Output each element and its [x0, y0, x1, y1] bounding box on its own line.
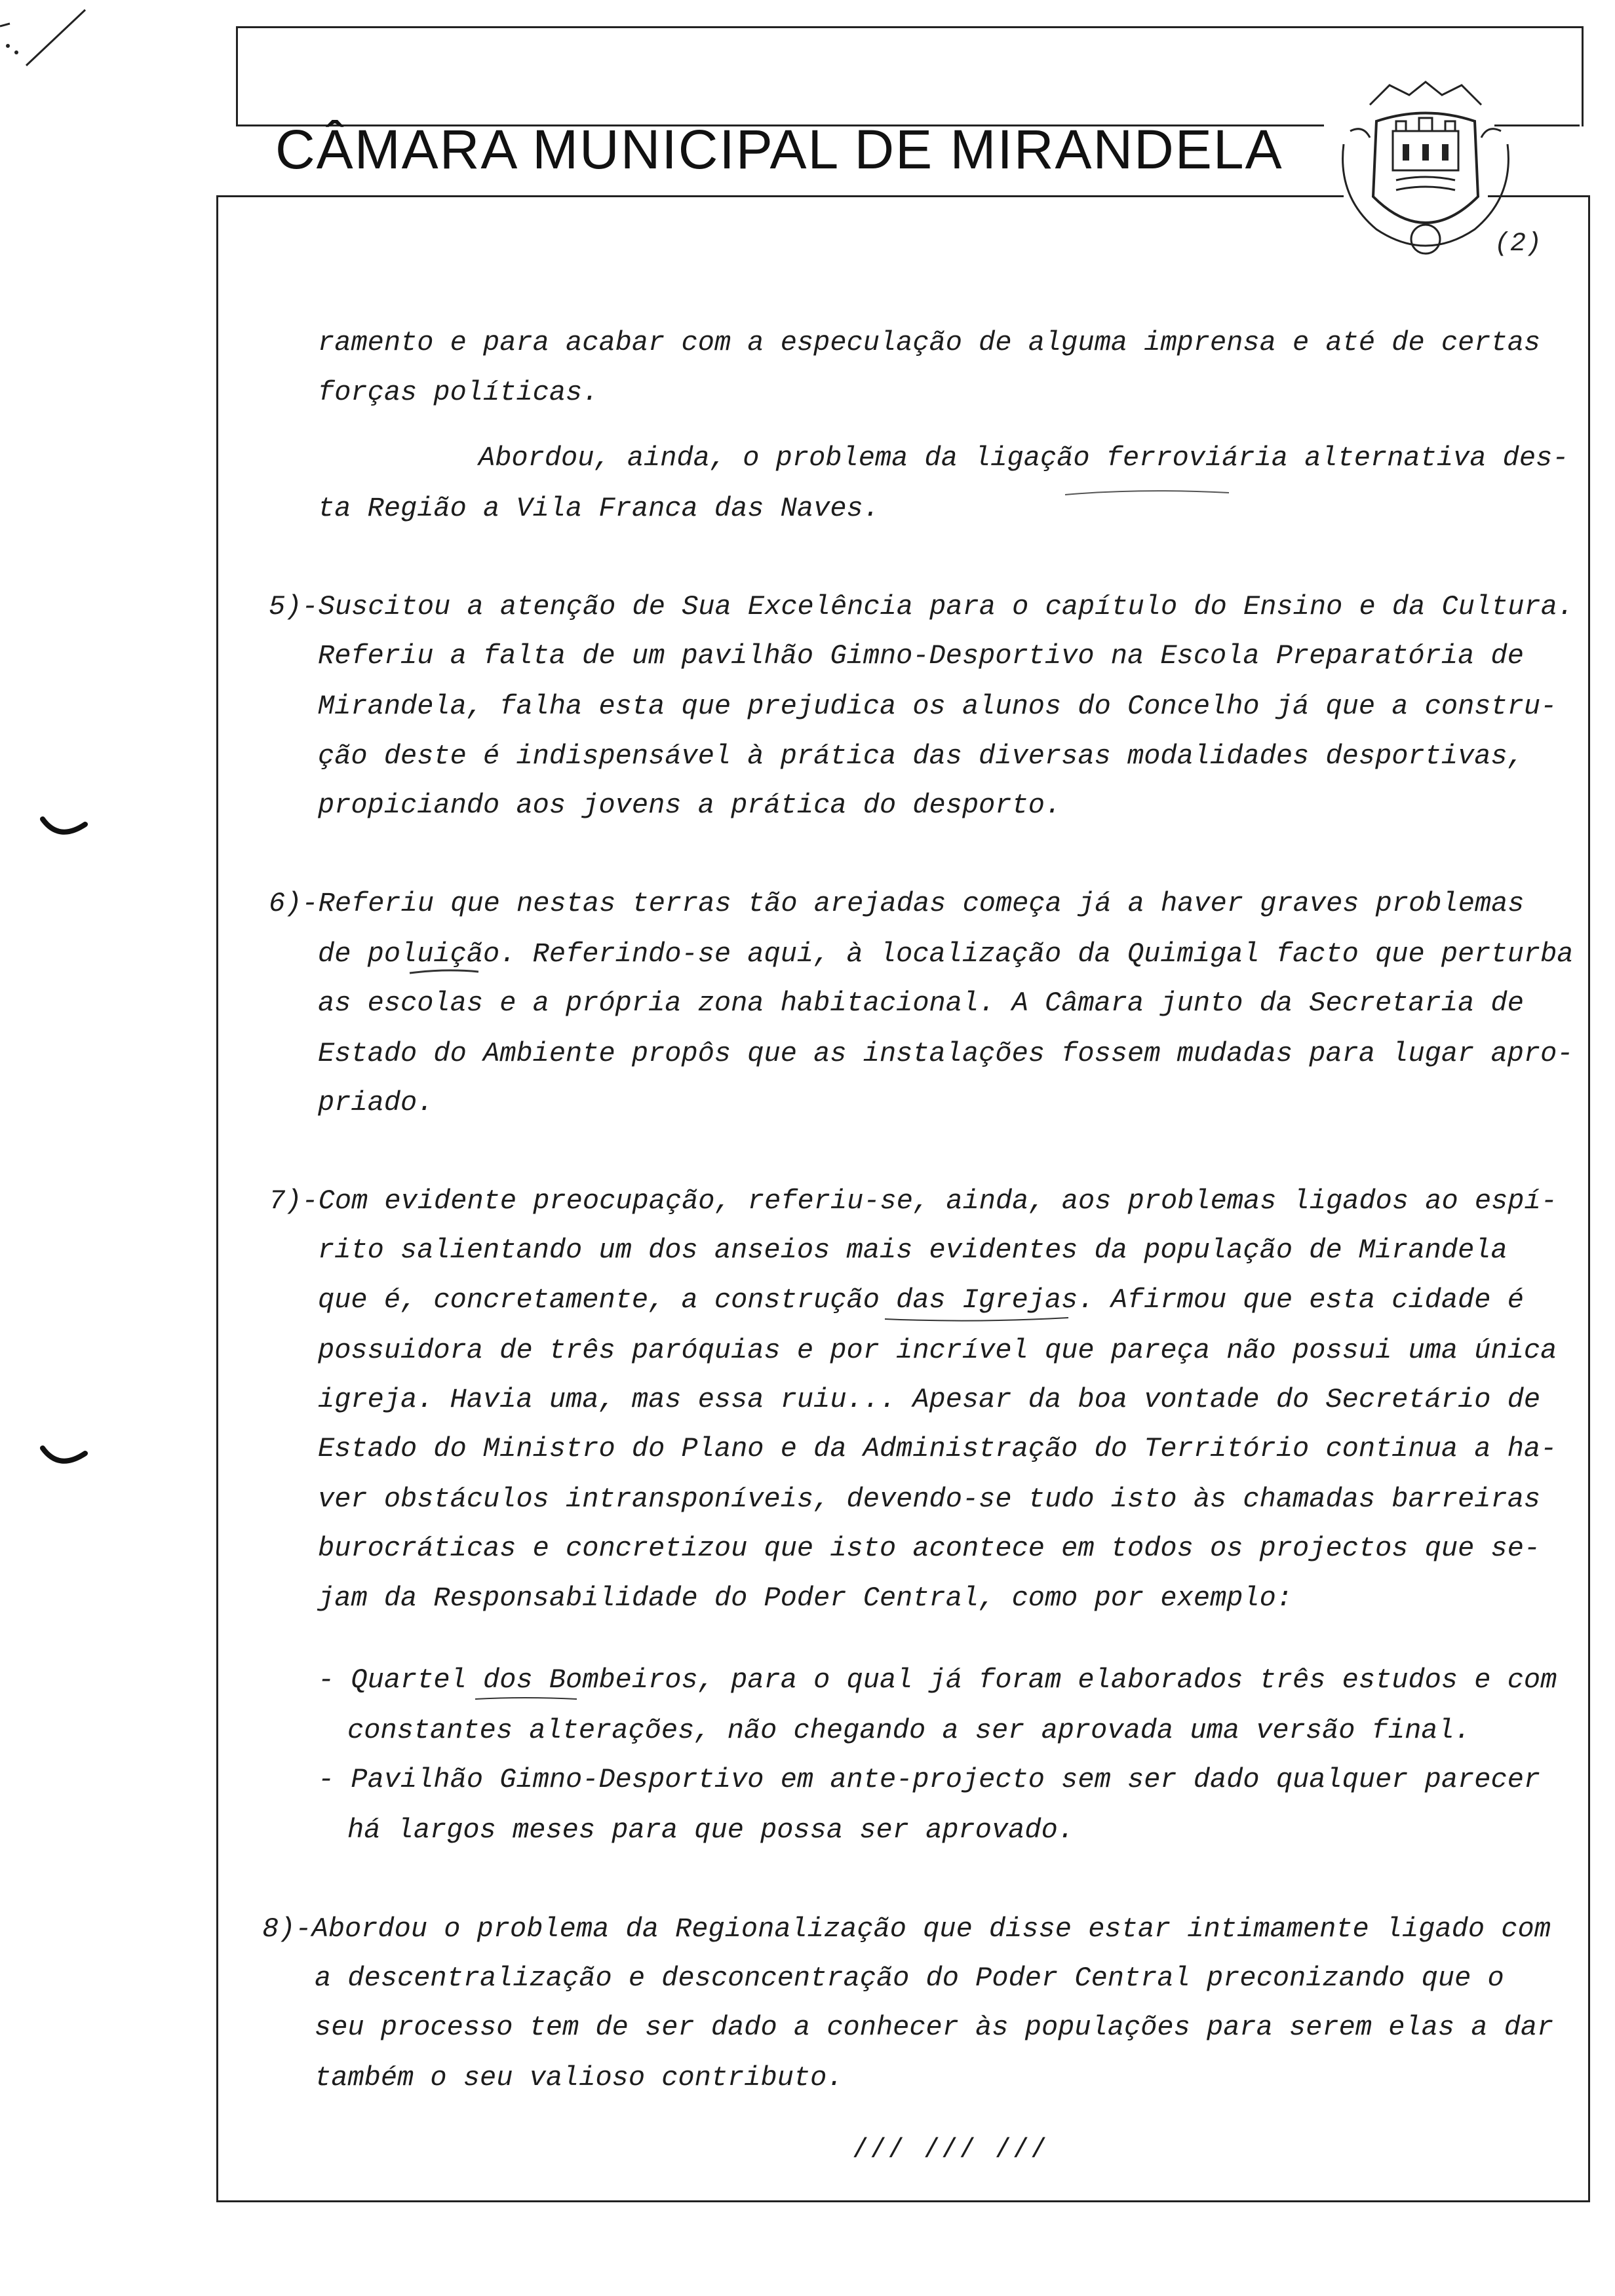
text-line: jam da Responsabilidade do Poder Central, como por exemplo: — [318, 1582, 1293, 1614]
text-line: 7)-Com evidente preocupação, referiu-se, ainda, aos problemas ligados ao espí- — [269, 1185, 1557, 1217]
text-line: de poluição. Referindo-se aqui, à localização da Quimigal facto que perturba — [318, 938, 1574, 970]
text-line: 6)-Referiu que nestas terras tão arejadas começa já a haver graves problemas — [269, 888, 1525, 919]
list-item: - Pavilhão Gimno-Desportivo em ante-projecto sem ser dado qualquer parecer — [318, 1764, 1541, 1795]
page-number: (2) — [1494, 229, 1542, 259]
page-title: CÂMARA MUNICIPAL DE MIRANDELA — [275, 119, 1283, 180]
margin-pen-mark — [0, 0, 105, 92]
list-item: - Quartel dos Bombeiros, para o qual já foram elaborados três estudos e com — [318, 1664, 1557, 1696]
text-line: Estado do Ambiente propôs que as instalações fossem mudadas para lugar apro- — [318, 1038, 1574, 1069]
text-line: a descentralização e desconcentração do Poder Central preconizando que o — [315, 1962, 1504, 1994]
text-line: ver obstáculos intransponíveis, devendo-se tudo isto às chamadas barreiras — [318, 1483, 1541, 1515]
text-line: propiciando aos jovens a prática do desporto. — [318, 790, 1062, 821]
text-line: Referiu a falta de um pavilhão Gimno-Desportivo na Escola Preparatória de — [318, 640, 1524, 672]
text-line: Estado do Ministro do Plano e da Administração do Território continua a ha- — [318, 1433, 1557, 1464]
text-line: seu processo tem de ser dado a conhecer às populações para serem elas a dar — [315, 2012, 1554, 2043]
end-mark: /// /// /// — [852, 2134, 1049, 2166]
text-line: ramento e para acabar com a especulação de alguma imprensa e até de certas — [318, 327, 1541, 358]
text-line: igreja. Havia uma, mas essa ruiu... Apesar da boa vontade do Secretário de — [318, 1384, 1541, 1415]
text-line: também o seu valioso contributo. — [315, 2062, 844, 2094]
pen-underline — [472, 1694, 583, 1707]
list-item: há largos meses para que possa ser aprovado. — [347, 1814, 1074, 1846]
text-line: ção deste é indispensável à prática das diversas modalidades desportivas, — [318, 740, 1524, 772]
binder-hole-mark-2 — [39, 1442, 92, 1481]
text-line: 8)-Abordou o problema da Regionalização que disse estar intimamente ligado com — [262, 1913, 1551, 1945]
list-item: constantes alterações, não chegando a ser aprovada uma versão final. — [347, 1715, 1471, 1746]
text-line: Mirandela, falha esta que prejudica os alunos do Concelho já que a constru- — [318, 691, 1557, 722]
page-frame-top-right — [1488, 195, 1588, 197]
text-line: as escolas e a própria zona habitacional. A Câmara junto da Secretaria de — [318, 987, 1524, 1019]
binder-hole-mark — [39, 813, 92, 852]
page-frame-top — [216, 195, 1344, 197]
text-line: forças políticas. — [318, 377, 599, 408]
pen-underline — [882, 1314, 1072, 1327]
pen-underline — [406, 966, 485, 980]
text-line: ta Região a Vila Franca das Naves. — [318, 493, 880, 524]
text-line: priado. — [318, 1087, 434, 1119]
pen-underline — [1062, 485, 1232, 505]
text-line: possuidora de três paróquias e por incrível que pareça não possui uma única — [318, 1335, 1557, 1366]
text-line: burocráticas e concretizou que isto acontece em todos os projectos que se- — [318, 1533, 1541, 1564]
text-line: rito salientando um dos anseios mais evidentes da população de Mirandela — [318, 1234, 1508, 1266]
text-line: Abordou, ainda, o problema da ligação ferroviária alternativa des- — [478, 442, 1569, 474]
text-line: 5)-Suscitou a atenção de Sua Excelência para o capítulo do Ensino e da Cultura. — [269, 591, 1574, 622]
text-line: que é, concretamente, a construção das Igrejas. Afirmou que esta cidade é — [318, 1284, 1524, 1316]
